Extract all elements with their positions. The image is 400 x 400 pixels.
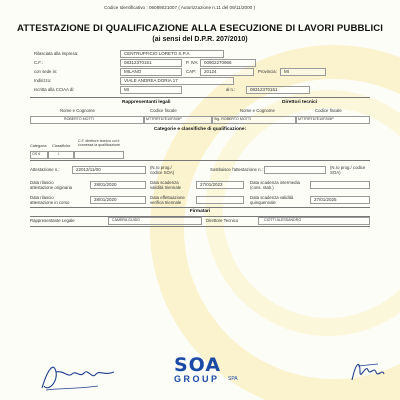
seat-label: con sede in: xyxy=(34,69,58,74)
piva-value: 00902270966 xyxy=(204,60,232,65)
province-value: MI xyxy=(284,69,289,74)
category-value: OS 6 xyxy=(32,152,41,156)
piva-label: P. IVA: xyxy=(186,60,199,65)
logo-wordmark-group: GROUP xyxy=(174,374,220,384)
registration-number-value: 08312370151 xyxy=(250,87,278,92)
original-issue-value: 28/01/2020 xyxy=(94,182,117,187)
address-value: VIALE ANDREA DORIA 17 xyxy=(124,78,178,83)
dates-top-divider xyxy=(30,160,370,161)
tech-directors-header: Direttori tecnici xyxy=(282,100,318,105)
logo-wordmark-soa: SOA xyxy=(174,354,222,376)
legal-cf-col: Codice fiscale xyxy=(150,108,177,113)
replaces-label: Sostituisce l'attestazione n.: xyxy=(210,167,263,172)
cap-value: 20124 xyxy=(204,69,217,74)
classification-value: I xyxy=(58,152,59,156)
categories-header: Categorie e classifiche di qualificazione: xyxy=(153,127,247,132)
original-issue-label: Data rilascio attestazione originaria xyxy=(30,180,73,191)
logo-wordmark-spa: SPA xyxy=(228,376,238,382)
tech-signatory-label: Direttore Tecnico xyxy=(206,218,239,223)
document-subtitle: (ai sensi del D.P.R. 207/2010) xyxy=(152,36,248,43)
tech-signatory-value: CIOTTI ALESSANDRO xyxy=(264,218,302,222)
signatories-header: Firmatari xyxy=(189,209,211,214)
quinquennial-expiry-label: Data scadenza validità quinquennale xyxy=(250,195,294,206)
legal-name-col: Nome e Cognome xyxy=(60,108,95,113)
soa-group-logo xyxy=(170,354,242,384)
tech-director-signature xyxy=(348,356,388,386)
triennial-expiry-label: Data scadenza validità triennale xyxy=(150,180,182,191)
replaces-code-label: (N.ro prog./ codice SOA) xyxy=(330,165,366,176)
legal-rep-signature xyxy=(38,358,118,398)
intermediate-expiry-field xyxy=(310,181,370,189)
registration-number-label: al n.: xyxy=(226,87,236,92)
cf-value: 08312370151 xyxy=(124,60,152,65)
legal-reps-header: Rappresentanti legali xyxy=(122,100,171,105)
current-issue-value: 28/01/2020 xyxy=(94,197,117,202)
attestation-number-label: Attestazione n.: xyxy=(30,167,60,172)
director-cf-field xyxy=(74,151,124,159)
attestation-number-value: 22013/11/00 xyxy=(76,167,101,172)
progressive-code-label: (N.ro prog./ codice SOA) xyxy=(150,165,175,176)
replaces-field xyxy=(264,166,326,174)
classification-col: Classifiche xyxy=(52,144,71,148)
cciaa-label: Iscritta alla CCIAA di: xyxy=(34,87,75,92)
signatories-bottom-divider xyxy=(30,226,370,227)
legal-rep-name: ROBERTO MOTTI xyxy=(64,117,94,121)
signatories-top-divider xyxy=(30,207,370,208)
legal-signatory-label: Rappresentante Legale xyxy=(30,218,75,223)
current-issue-label: Data rilascio attestazione in corso xyxy=(30,195,70,206)
classification-field xyxy=(48,151,74,159)
tech-name-col: Nome e Cognome xyxy=(240,108,275,113)
cciaa-field xyxy=(120,86,182,94)
tech-director-cf: MTTRRT67E10F205P xyxy=(298,117,334,121)
seat-value: MILANO xyxy=(124,69,142,74)
triennial-expiry-value: 27/01/2023 xyxy=(200,182,223,187)
section-divider xyxy=(30,97,370,98)
certificate-code-line: Codice Identificativo : 06089021007 ( Autorizzazione n.11 del 09/11/2000 ) xyxy=(104,5,256,10)
address-label: Indirizzo: xyxy=(34,78,52,83)
category-col: Categoria xyxy=(30,144,47,148)
quinquennial-expiry-value: 27/01/2025 xyxy=(314,197,337,202)
cap-label: CAP: xyxy=(186,69,197,74)
province-label: Provincia: xyxy=(258,69,277,74)
legal-signatory-value: CAMERA GUIDO xyxy=(112,218,140,222)
tech-cf-col: Codice fiscale xyxy=(315,108,342,113)
triennial-check-label: Data effettuazione verifica triennale xyxy=(150,195,185,206)
intermediate-expiry-label: Data scadenza intermedia (cons. stab.) xyxy=(250,180,300,191)
tech-director-name: Sig. ROBERTO MOTTI xyxy=(214,117,252,121)
cf-label: C.F.: xyxy=(34,60,43,65)
cciaa-value: MI xyxy=(124,87,129,92)
legal-rep-cf: MTTRRT67E10F205P xyxy=(146,117,182,121)
triennial-check-field xyxy=(196,196,244,204)
issued-to-label: Rilasciata alla impresa: xyxy=(34,51,79,56)
director-cf-col: C.F. direttore tecnico cui è connessa la qualificazione xyxy=(78,139,120,148)
issued-to-value: CENTRUFFICIO LORETO S.P.A. xyxy=(124,51,191,56)
document-title: ATTESTAZIONE DI QUALIFICAZIONE ALLA ESECUZIONE DI LAVORI PUBBLICI xyxy=(16,23,384,34)
